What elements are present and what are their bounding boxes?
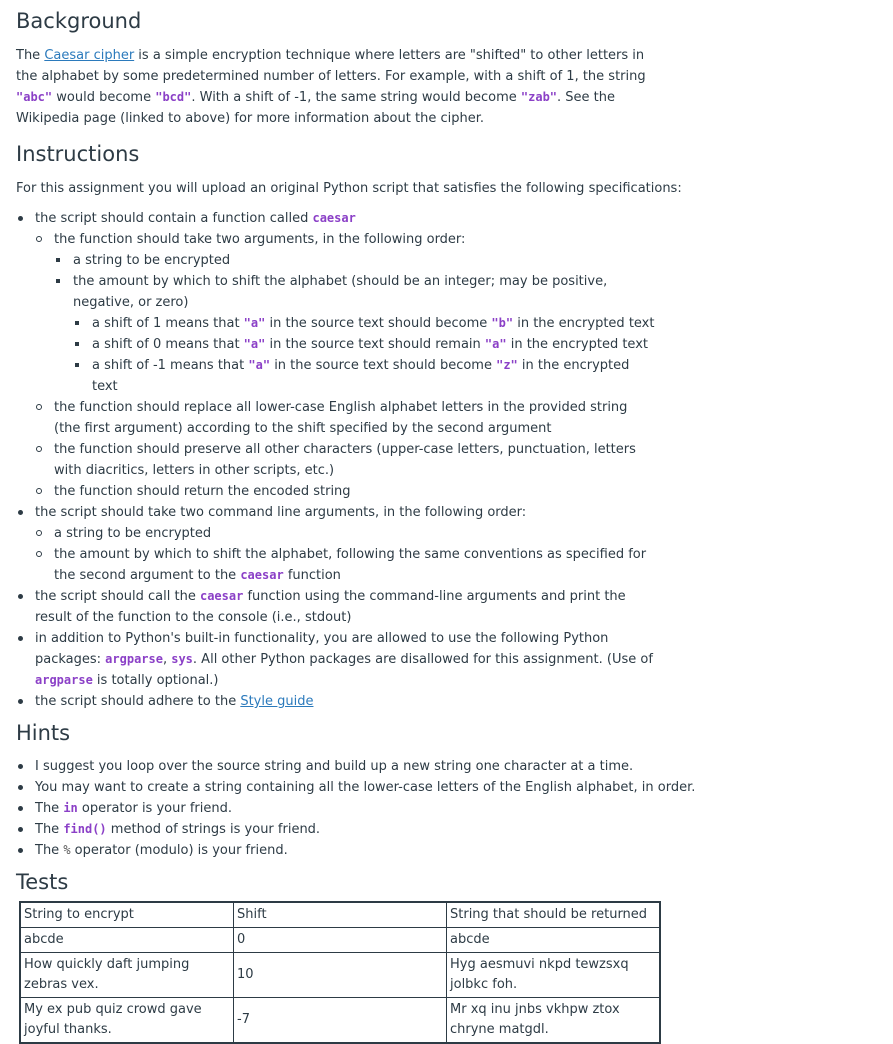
- table-cell: Mr xq inu jnbs vkhpw ztox chryne matgdl.: [447, 998, 661, 1044]
- list-item: the script should take two command line arguments, in the following order: a string to be encrypted the amount by which to shift the alphabet, following the same conventions as specified for the second argument to the caesar function: [16, 502, 656, 586]
- column-header: Shift: [234, 902, 447, 928]
- list-item: the script should call the caesar function using the command-line arguments and print the result of the function to the console (i.e., stdout): [16, 586, 656, 628]
- list-item: a shift of 0 means that "a" in the source text should remain "a" in the encrypted text: [73, 334, 656, 355]
- table-row: [20, 928, 660, 953]
- hints-heading: Hints: [16, 721, 71, 745]
- caesar-cipher-link[interactable]: Caesar cipher: [44, 48, 135, 63]
- tests-table: [19, 901, 661, 1044]
- list-item: the function should preserve all other characters (upper-case letters, punctuation, letters with diacritics, letters in other scripts, etc.): [35, 439, 656, 481]
- table-cell: My ex pub quiz crowd gave joyful thanks.: [20, 998, 234, 1044]
- tests-heading: Tests: [16, 870, 69, 894]
- list-item: the function should replace all lower-case English alphabet letters in the provided string (the first argument) according to the shift specified by the second argument: [35, 397, 656, 439]
- list-item: the function should take two arguments, in the following order: a string to be encrypted the amount by which to shift the alphabet (should be an integer; may be positive, negative, or zero) a shift of 1 means that "a" in the source text should become "b" in the encrypted text a shift of 0 means that "a" in the source text should remain "a" in the encrypted text a shift of -1 means that "a" in the source text should become "z" in the encrypted text: [35, 229, 656, 397]
- table-cell: How quickly daft jumping zebras vex.: [20, 953, 234, 998]
- table-cell: -7: [234, 998, 447, 1044]
- table-row: [20, 953, 660, 998]
- column-header: String that should be returned: [447, 902, 661, 928]
- instructions-intro: For this assignment you will upload an original Python script that satisfies the following specifications:: [16, 181, 682, 196]
- list-item: You may want to create a string containing all the lower-case letters of the English alphabet, in order.: [16, 777, 877, 798]
- list-item: the script should contain a function called caesar the function should take two arguments, in the following order: a string to be encrypted the amount by which to shift the alphabet (should be an integer; may be positive, negative, or zero) a shift of 1 means that "a" in the source text should become "b" in the encrypted text a shift of 0 means that "a" in the source text should remain "a" in the encrypted text a shift of -1 means that "a" in the source text should become "z" in the encrypted text the function should replace all lower-case English alphabet letters in the provided string (the first argument) according to the shift specified by the second argument the function should preserve all other characters (upper-case letters, punctuation, letters with diacritics, letters in other scripts, etc.) the function should return the encoded string: [16, 208, 656, 502]
- background-heading: Background: [16, 9, 142, 33]
- table-header-row: [20, 902, 660, 928]
- list-item: the amount by which to shift the alphabet, following the same conventions as specified for the second argument to the caesar function: [35, 544, 656, 586]
- table-cell: abcde: [447, 928, 661, 953]
- list-item: in addition to Python's built-in functionality, you are allowed to use the following Python packages: argparse, sys. All other Python packages are disallowed for this assignment. (Use of argparse is totally optional.): [16, 628, 656, 691]
- list-item: a string to be encrypted: [54, 250, 656, 271]
- list-item: I suggest you loop over the source string and build up a new string one character at a time.: [16, 756, 877, 777]
- instructions-heading: Instructions: [16, 142, 140, 166]
- list-item: The % operator (modulo) is your friend.: [16, 840, 877, 861]
- hints-list: [16, 756, 877, 861]
- list-item: The find() method of strings is your friend.: [16, 819, 877, 840]
- list-item: the function should return the encoded string: [35, 481, 656, 502]
- list-item: the amount by which to shift the alphabet (should be an integer; may be positive, negative, or zero) a shift of 1 means that "a" in the source text should become "b" in the encrypted text a shift of 0 means that "a" in the source text should remain "a" in the encrypted text a shift of -1 means that "a" in the source text should become "z" in the encrypted text: [54, 271, 656, 397]
- list-item: a shift of -1 means that "a" in the source text should become "z" in the encrypted text: [73, 355, 656, 397]
- table-row: [20, 998, 660, 1044]
- code-caesar: caesar: [312, 211, 356, 225]
- code-bcd: "bcd": [155, 90, 192, 104]
- code-zab: "zab": [520, 90, 558, 104]
- table-cell: abcde: [20, 928, 234, 953]
- column-header: String to encrypt: [20, 902, 234, 928]
- style-guide-link[interactable]: Style guide: [240, 694, 314, 709]
- spec-list: [16, 208, 656, 712]
- table-cell: Hyg aesmuvi nkpd tewzsxq jolbkc foh.: [447, 953, 661, 998]
- code-abc: "abc": [16, 90, 53, 104]
- background-paragraph: The Caesar cipher is a simple encryption technique where letters are "shifted" to other letters in the alphabet by some predetermined number of letters. For example, with a shift of 1, the string "abc" would become "bcd". With a shift of -1, the same string would become "zab". See the Wikipedia page (linked to above) for more information about the cipher.: [16, 48, 646, 126]
- list-item: a string to be encrypted: [35, 523, 656, 544]
- list-item: a shift of 1 means that "a" in the source text should become "b" in the encrypted text: [73, 313, 656, 334]
- list-item: the script should adhere to the Style guide: [16, 691, 656, 712]
- list-item: The in operator is your friend.: [16, 798, 877, 819]
- table-cell: 0: [234, 928, 447, 953]
- table-cell: 10: [234, 953, 447, 998]
